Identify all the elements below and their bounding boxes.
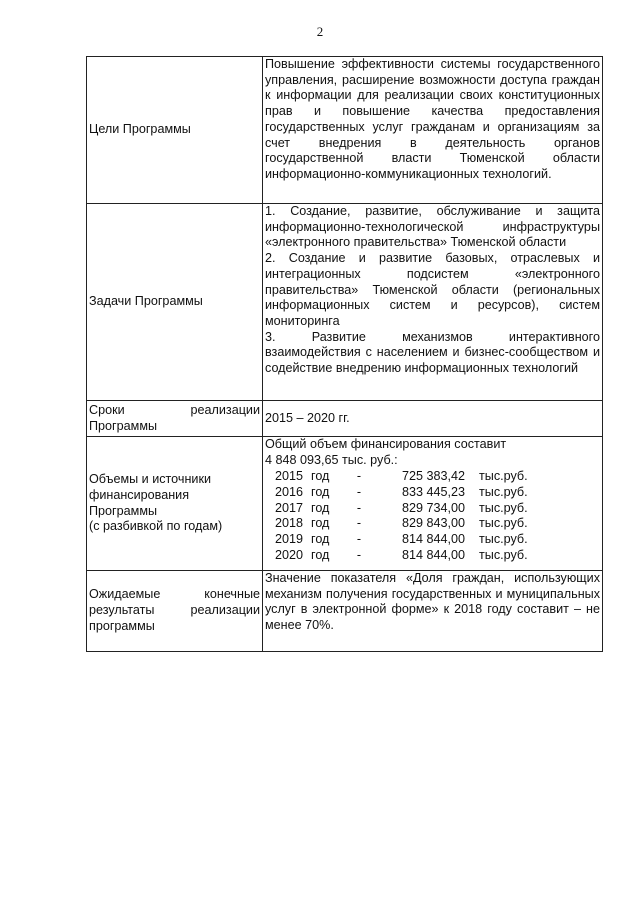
financing-year-row [275,469,600,485]
task-item-3: 3. Развитие механизмов интерактивного взаимодействия с населением и бизнес-сообществом и содействие внедрению информационных технологий [265,329,600,376]
amount: 814 844,00 [401,532,465,547]
amount: 725 383,42 [401,469,465,484]
financing-year-row [275,501,600,517]
amount: 814 844,00 [401,547,465,562]
terms-label: Сроки реализации Программы [87,401,263,437]
year: 2020 [275,547,304,562]
tasks-label [87,204,263,401]
goals-text: Повышение эффективности системы государственного управления, расширение возможности доступа граждан к информации для реализации своих конституционных прав и повышение качества предоставления государственных услуг гражданам и организациям за счет внедрения в деятельность органов государственной власти Тюменской области информационно-коммуникационных технологий. [263,57,603,204]
financing-total-line-1: Общий объем финансирования составит [265,437,507,451]
row-tasks [87,204,603,401]
financing-label-line-4: (с разбивкой по годам) [89,519,223,534]
tasks-cell [263,204,603,401]
financing-total-line-2: 4 848 093,65 тыс. руб.: [265,452,398,467]
financing-label-line-2: финансирования [89,487,190,502]
task-item-2: 2. Создание и развитие базовых, отраслевых и интеграционных подсистем «электронного правительства» Тюменской области (региональных информационных систем и ресурсов), систем мониторинга [265,251,600,328]
year: 2015 [275,469,304,484]
financing-year-row [275,485,600,501]
financing-cell [263,437,603,571]
currency: тыс.руб. [479,469,528,484]
year: 2016 [275,485,304,500]
row-financing [87,437,603,571]
currency: тыс.руб. [479,547,528,562]
year-unit: год [311,500,330,515]
goals-label [87,57,263,204]
year: 2017 [275,500,304,515]
row-goals [87,57,603,204]
amount: 833 445,23 [401,485,465,500]
dash: - [356,547,362,562]
dash: - [356,532,362,547]
tasks-label-text: Задачи Программы [89,294,203,309]
currency: тыс.руб. [479,516,528,531]
amount: 829 734,00 [401,500,465,515]
dash: - [356,485,362,500]
financing-year-row [275,516,600,532]
year: 2018 [275,516,304,531]
task-item-1: 1. Создание, развитие, обслуживание и защита информационно-технологической инфраструктуры «электронного правительства» Тюменской области [265,204,600,250]
results-label: Ожидаемые конечные результаты реализации программы [87,571,263,652]
year-unit: год [311,469,330,484]
financing-year-list [275,469,600,563]
currency: тыс.руб. [479,532,528,547]
year-unit: год [311,516,330,531]
financing-year-row [275,548,600,564]
currency: тыс.руб. [479,500,528,515]
terms-value-text: 2015 – 2020 гг. [265,410,350,425]
year: 2019 [275,532,304,547]
financing-label-line-3: Программы [89,503,158,518]
financing-year-row [275,532,600,548]
dash: - [356,516,362,531]
row-terms [87,401,603,437]
row-results [87,571,603,652]
year-unit: год [311,532,330,547]
currency: тыс.руб. [479,485,528,500]
terms-value [263,401,603,437]
amount: 829 843,00 [401,516,465,531]
financing-label-line-1: Объемы и источники [89,472,211,487]
page-number: 2 [316,24,324,39]
financing-label [87,437,263,571]
year-unit: год [311,547,330,562]
year-unit: год [311,485,330,500]
results-text: Значение показателя «Доля граждан, использующих механизм получения государственных и муниципальных услуг в электронной форме» к 2018 году составит – не менее 70%. [263,571,603,652]
dash: - [356,469,362,484]
program-passport-table [86,56,603,652]
goals-label-text: Цели Программы [89,122,191,137]
dash: - [356,500,362,515]
